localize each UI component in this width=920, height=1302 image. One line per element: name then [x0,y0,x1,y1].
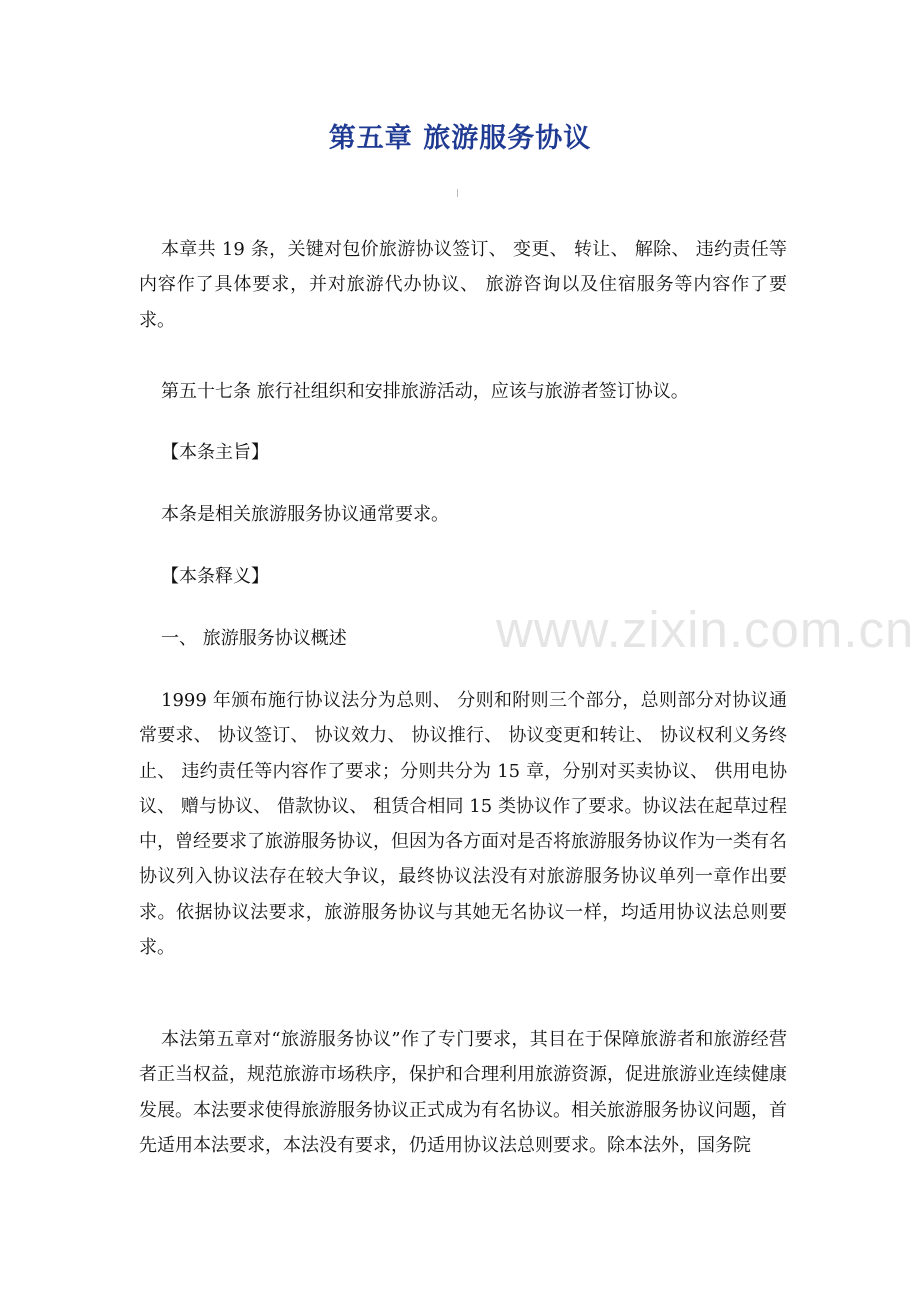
paragraph-contract-law: 1999 年颁布施行协议法分为总则、 分则和附则三个部分，总则部分对协议通常要求、 协议签订、 协议效力、 协议推行、 协议变更和转让、 协议权利义务终止、 违约责任等内容作了要求；分则共分为 15 章，分别对买卖协议、 供用电协议、 赠与协议、 借款协议、 租赁合相同 15 类协议作了要求。协议法在起草过程中，曾经要求了旅游服务协议，但因为各方面对是否将旅游服务协议作为一类有名协议列入协议法存在较大争议，最终协议法没有对旅游服务协议单列一章作出要求。依据协议法要求，旅游服务协议与其她无名协议一样，均适用协议法总则要求。 [139,690,787,959]
page-mark [457,189,458,197]
paragraph-chapter-five: 本法第五章对“旅游服务协议”作了专门要求，其目在于保障旅游者和旅游经营者正当权益，规范旅游市场秩序，保护和合理利用旅游资源，促进旅游业连续健康发展。本法要求使得旅游服务协议正式成为有名协议。相关旅游服务协议问题，首先适用本法要求，本法没有要求，仍适用协议法总则要求。除本法外，国务院 [139,1029,787,1156]
chapter-title: 第五章 旅游服务协议 [328,123,592,154]
section-heading-purpose: 【本条主旨】 [161,442,269,463]
watermark: www.zixin.com.cn [496,601,915,658]
paragraph-purpose: 本条是相关旅游服务协议通常要求。 [161,504,449,525]
paragraph-chapter-summary: 本章共 19 条，关键对包价旅游协议签订、 变更、 转让、 解除、 违约责任等内容作了具体要求，并对旅游代办协议、 旅游咨询以及住宿服务等内容作了要求。 [139,239,787,331]
subheading-overview: 一、 旅游服务协议概述 [161,628,347,649]
section-heading-interpretation: 【本条释义】 [161,566,269,587]
paragraph-article-57: 第五十七条 旅行社组织和安排旅游活动，应该与旅游者签订协议。 [161,381,689,402]
